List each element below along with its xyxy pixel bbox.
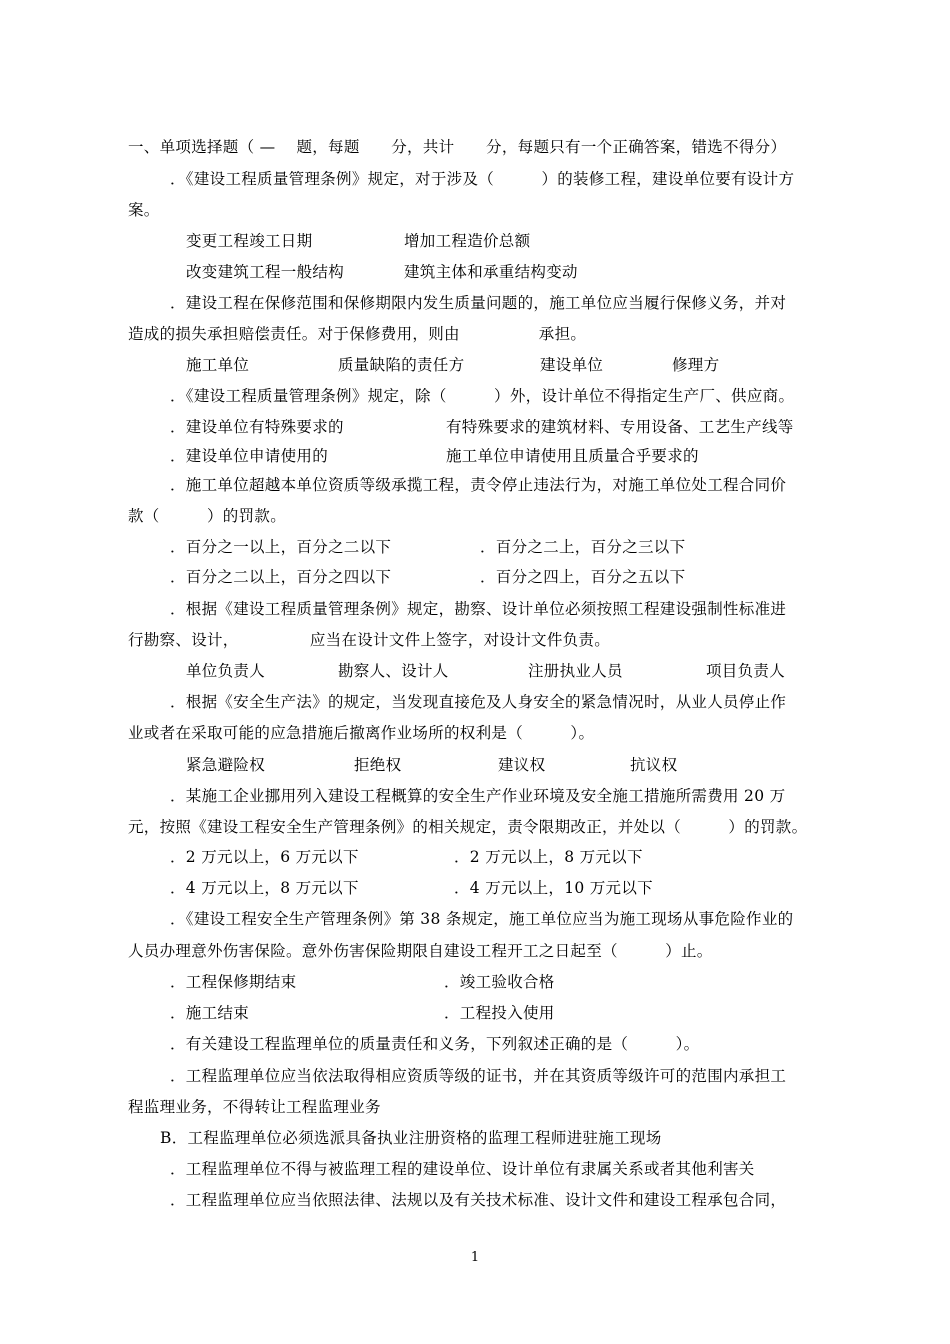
question-7-option-a: ．2 万元以上，6 万元以下 — [170, 848, 359, 866]
question-7-stem-line-2: 元，按照《建设工程安全生产管理条例》的相关规定，责令限期改正，并处以（ ）的罚款。 — [128, 818, 808, 836]
question-4-option-d: ．百分之四上，百分之五以下 — [480, 568, 686, 586]
question-1-option-b: 增加工程造价总额 — [404, 232, 531, 250]
question-5-option-c: 注册执业人员 — [528, 662, 623, 680]
question-2-option-c: 建设单位 — [540, 356, 604, 374]
question-9-option-d: ．工程监理单位应当依照法律、法规以及有关技术标准、设计文件和建设工程承包合同， — [170, 1191, 787, 1209]
question-2-stem-line-1: ．建设工程在保修范围和保修期限内发生质量问题的，施工单位应当履行保修义务，并对 — [170, 294, 787, 312]
question-7-stem-line-1: ．某施工企业挪用列入建设工程概算的安全生产作业环境及安全施工措施所需费用 20 万 — [170, 787, 786, 805]
question-3-option-a: ．建设单位有特殊要求的 — [170, 418, 344, 436]
question-1-option-d: 建筑主体和承重结构变动 — [404, 263, 578, 281]
question-1-stem-line-1: ．《建设工程质量管理条例》规定，对于涉及（ ）的装修工程，建设单位要有设计方 — [170, 170, 795, 188]
question-6-option-d: 抗议权 — [630, 756, 678, 774]
question-1-option-a: 变更工程竣工日期 — [186, 232, 313, 250]
question-3-option-c: ．建设单位申请使用的 — [170, 447, 329, 465]
question-2-stem-line-2: 造成的损失承担赔偿责任。对于保修费用，则由 承担。 — [128, 325, 587, 343]
question-8-option-a: ．工程保修期结束 — [170, 973, 297, 991]
question-8-stem-line-1: ．《建设工程安全生产管理条例》第 38 条规定，施工单位应当为施工现场从事危险作业的 — [170, 910, 794, 928]
question-4-stem-line-1: ．施工单位超越本单位资质等级承揽工程，责令停止违法行为，对施工单位处工程合同价 — [170, 476, 787, 494]
question-4-option-b: ．百分之二上，百分之三以下 — [480, 538, 686, 556]
question-9-option-c: ．工程监理单位不得与被监理工程的建设单位、设计单位有隶属关系或者其他利害关 — [170, 1160, 755, 1178]
question-1-stem-line-2: 案。 — [128, 201, 160, 219]
question-3-option-d: 施工单位申请使用且质量合乎要求的 — [446, 447, 699, 465]
question-5-option-d: 项目负责人 — [706, 662, 786, 680]
question-5-option-b: 勘察人、设计人 — [338, 662, 449, 680]
question-7-option-d: ．4 万元以上，10 万元以下 — [454, 879, 653, 897]
question-8-option-b: ．竣工验收合格 — [444, 973, 555, 991]
section-heading: 一、单项选择题（ — 题，每题 分，共计 分，每题只有一个正确答案，错选不得分） — [128, 138, 787, 156]
question-9-option-a-line-2: 程监理业务，不得转让工程监理业务 — [128, 1098, 381, 1116]
question-5-option-a: 单位负责人 — [186, 662, 266, 680]
question-4-option-c: ．百分之二以上，百分之四以下 — [170, 568, 392, 586]
question-6-stem-line-1: ．根据《安全生产法》的规定，当发现直接危及人身安全的紧急情况时，从业人员停止作 — [170, 693, 787, 711]
question-5-stem-line-2: 行勘察、设计， 应当在设计文件上签字，对设计文件负责。 — [128, 631, 611, 649]
question-9-option-a-line-1: ．工程监理单位应当依法取得相应资质等级的证书，并在其资质等级许可的范围内承担工 — [170, 1067, 787, 1085]
question-3-stem-line-1: ．《建设工程质量管理条例》规定，除（ ）外，设计单位不得指定生产厂、供应商。 — [170, 387, 795, 405]
question-2-option-a: 施工单位 — [186, 356, 250, 374]
question-9-option-b: B．工程监理单位必须选派具备执业注册资格的监理工程师进驻施工现场 — [160, 1129, 662, 1147]
question-4-stem-line-2: 款（ ）的罚款。 — [128, 507, 287, 525]
question-7-option-b: ．2 万元以上，8 万元以下 — [454, 848, 643, 866]
question-9-stem-line-1: ．有关建设工程监理单位的质量责任和义务，下列叙述正确的是（ ）。 — [170, 1035, 700, 1053]
question-7-option-c: ．4 万元以上，8 万元以下 — [170, 879, 359, 897]
question-2-option-d: 修理方 — [672, 356, 720, 374]
question-6-option-a: 紧急避险权 — [186, 756, 266, 774]
question-5-stem-line-1: ．根据《建设工程质量管理条例》规定，勘察、设计单位必须按照工程建设强制性标准进 — [170, 600, 787, 618]
page-number: 1 — [470, 1250, 480, 1265]
question-8-option-d: ．工程投入使用 — [444, 1004, 555, 1022]
question-8-stem-line-2: 人员办理意外伤害保险。意外伤害保险期限自建设工程开工之日起至（ ）止。 — [128, 942, 713, 960]
question-2-option-b: 质量缺陷的责任方 — [338, 356, 465, 374]
question-8-option-c: ．施工结束 — [170, 1004, 250, 1022]
question-6-option-b: 拒绝权 — [354, 756, 402, 774]
question-6-stem-line-2: 业或者在采取可能的应急措施后撤离作业场所的权利是（ ）。 — [128, 724, 595, 742]
question-1-option-c: 改变建筑工程一般结构 — [186, 263, 345, 281]
question-4-option-a: ．百分之一以上，百分之二以下 — [170, 538, 392, 556]
question-6-option-c: 建议权 — [498, 756, 546, 774]
question-3-option-b: 有特殊要求的建筑材料、专用设备、工艺生产线等 — [446, 418, 794, 436]
